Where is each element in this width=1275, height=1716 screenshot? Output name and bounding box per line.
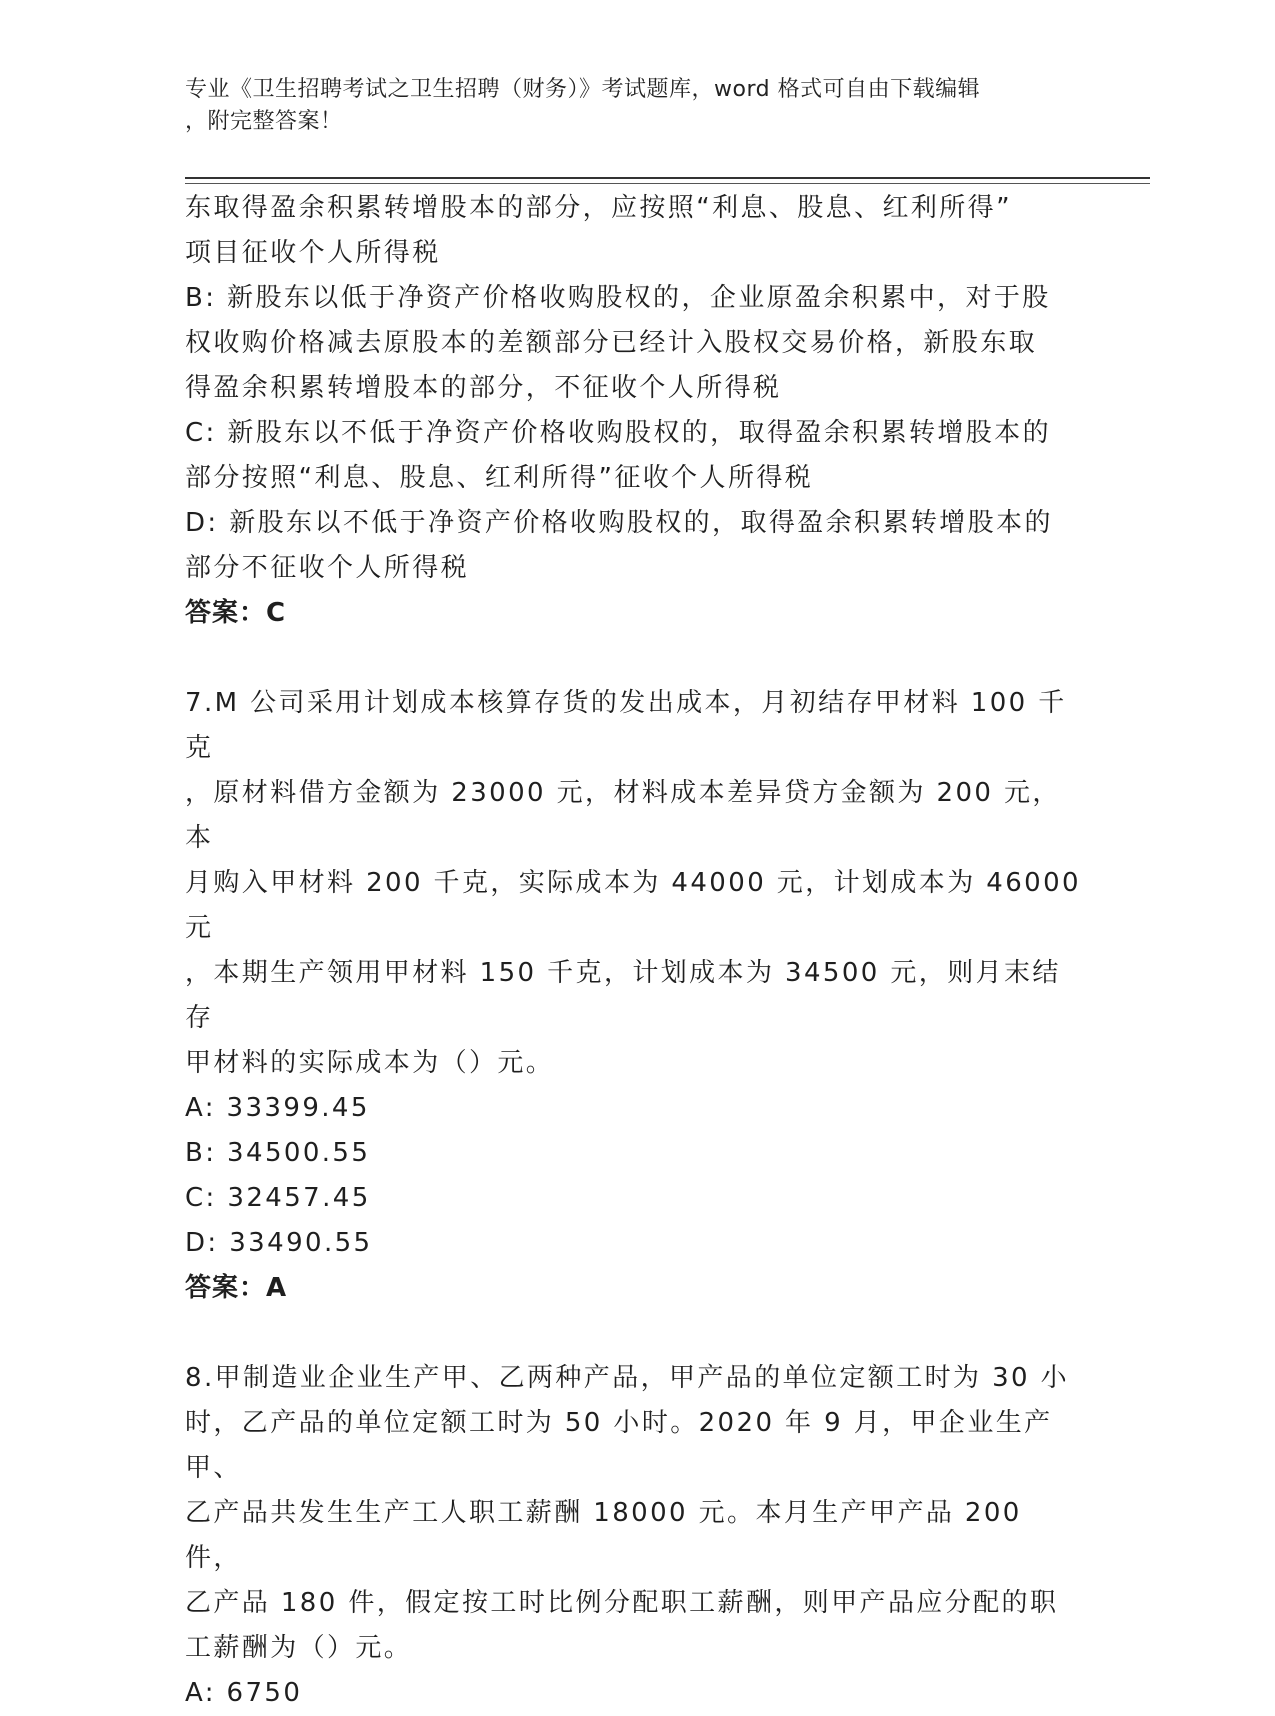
option-b-line-2: 权收购价格减去原股本的差额部分已经计入股权交易价格，新股东取: [185, 328, 1038, 358]
q8-option-a: A: 6750: [185, 1678, 303, 1708]
page-header: [185, 74, 1065, 138]
q7-line-4: ，本期生产领用甲材料 150 千克，计划成本为 34500 元，则月末结存: [185, 958, 1061, 1033]
option-a-continued-line-1: 东取得盈余积累转增股本的部分，应按照“利息、股息、红利所得”: [185, 193, 1012, 223]
q7-option-b: B: 34500.55: [185, 1138, 371, 1168]
q7-line-2: ，原材料借方金额为 23000 元，材料成本差异贷方金额为 200 元，本: [185, 778, 1061, 853]
header-line-1: 专业《卫生招聘考试之卫生招聘（财务）》考试题库，word 格式可自由下载编辑: [185, 77, 981, 102]
question-6-continued: [185, 186, 1085, 636]
question-7: [185, 681, 1085, 1311]
q8-line-5: 工薪酬为（）元。: [185, 1633, 413, 1663]
q7-line-1: 7.M 公司采用计划成本核算存货的发出成本，月初结存甲材料 100 千克: [185, 688, 1067, 763]
option-d-line-1: D: 新股东以不低于净资产价格收购股权的，取得盈余积累转增股本的: [185, 508, 1053, 538]
header-line-2: ，附完整答案！: [185, 109, 343, 134]
document-body: [185, 186, 1085, 1716]
question-8: [185, 1356, 1085, 1716]
option-b-line-1: B: 新股东以低于净资产价格收购股权的，企业原盈余积累中，对于股: [185, 283, 1051, 313]
q7-option-d: D: 33490.55: [185, 1228, 373, 1258]
q8-line-4: 乙产品 180 件，假定按工时比例分配职工薪酬，则甲产品应分配的职: [185, 1588, 1059, 1618]
q8-line-1: 8.甲制造业企业生产甲、乙两种产品，甲产品的单位定额工时为 30 小: [185, 1363, 1070, 1393]
q7-option-c: C: 32457.45: [185, 1183, 371, 1213]
option-b-line-3: 得盈余积累转增股本的部分，不征收个人所得税: [185, 373, 782, 403]
q7-line-3: 月购入甲材料 200 千克，实际成本为 44000 元，计划成本为 46000 元: [185, 868, 1081, 943]
option-c-line-1: C: 新股东以不低于净资产价格收购股权的，取得盈余积累转增股本的: [185, 418, 1051, 448]
option-a-continued-line-2: 项目征收个人所得税: [185, 238, 441, 268]
answer-q6: 答案：C: [185, 598, 287, 628]
header-rule-thin: [185, 183, 1150, 184]
q8-line-3: 乙产品共发生生产工人职工薪酬 18000 元。本月生产甲产品 200 件，: [185, 1498, 1022, 1573]
q7-option-a: A: 33399.45: [185, 1093, 370, 1123]
option-c-line-2: 部分按照“利息、股息、红利所得”征收个人所得税: [185, 463, 814, 493]
q8-line-2: 时，乙产品的单位定额工时为 50 小时。2020 年 9 月，甲企业生产甲、: [185, 1408, 1053, 1483]
spacer: [185, 636, 1085, 681]
q7-line-5: 甲材料的实际成本为（）元。: [185, 1048, 555, 1078]
spacer: [185, 1311, 1085, 1356]
answer-q7: 答案：A: [185, 1273, 288, 1303]
option-d-line-2: 部分不征收个人所得税: [185, 553, 470, 583]
header-rule: [185, 177, 1150, 179]
